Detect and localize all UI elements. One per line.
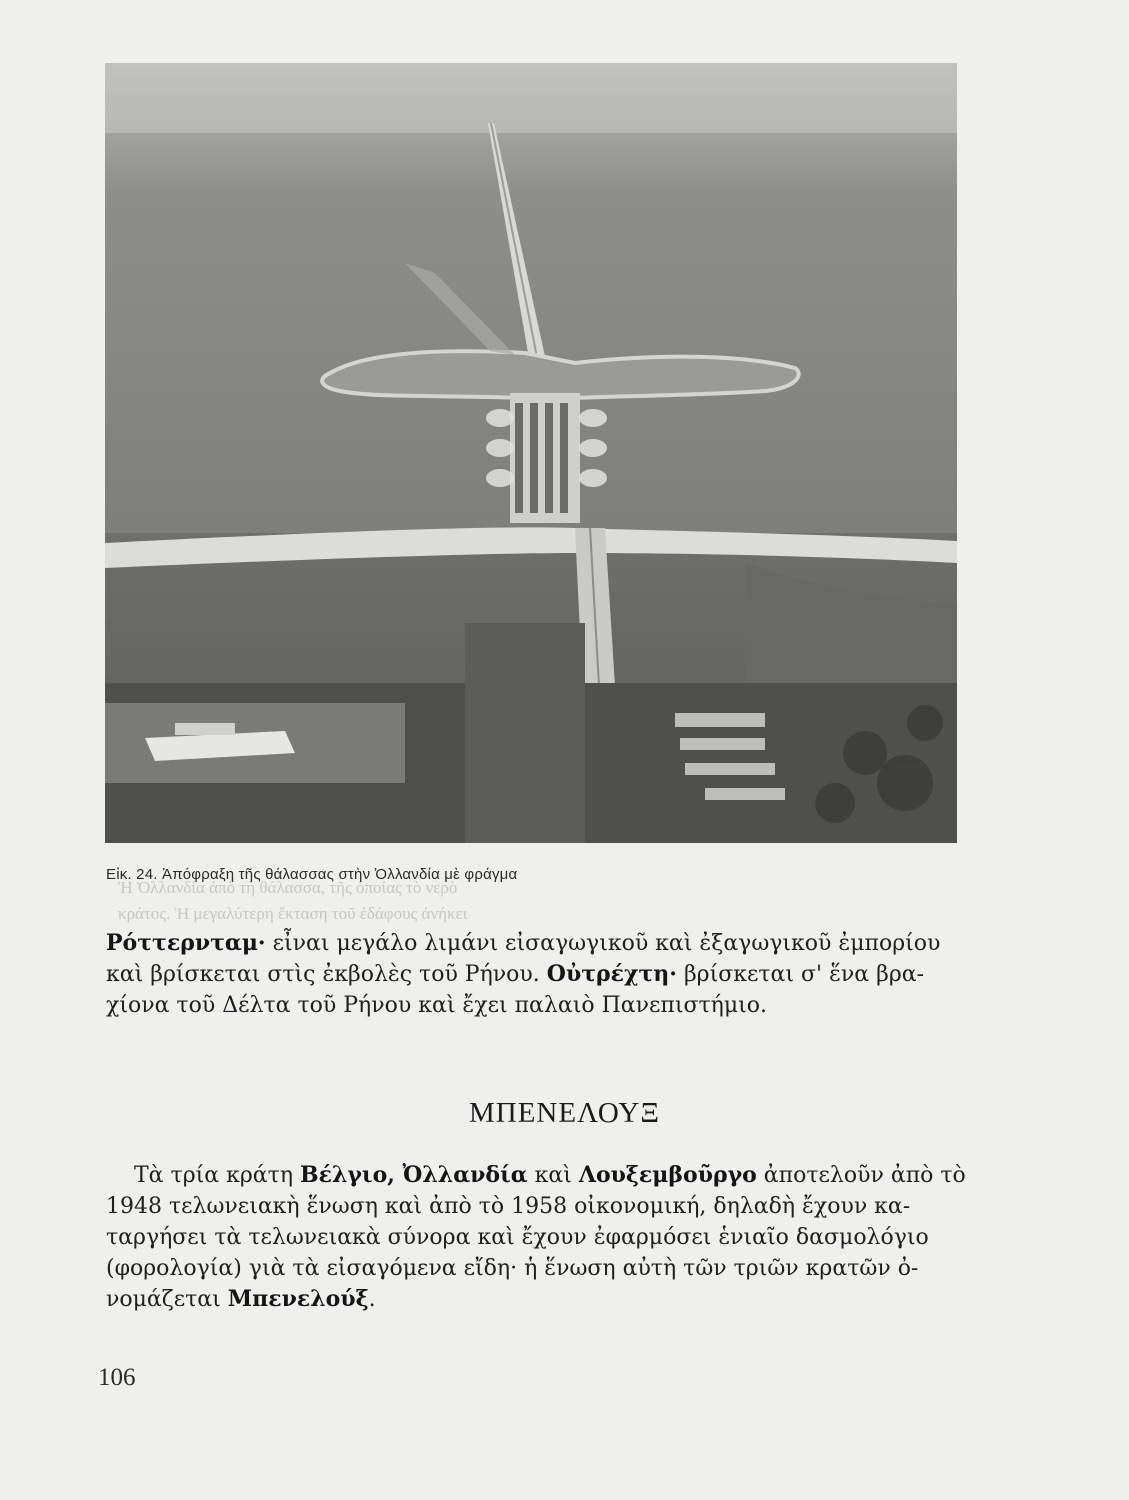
text-run: Τὰ τρία κράτη — [134, 1163, 300, 1188]
dam-illustration — [105, 63, 957, 843]
page-number: 106 — [98, 1364, 136, 1391]
paragraph-rotterdam-utrecht — [106, 928, 978, 1021]
text-run: καὶ βρίσκεται στὶς ἐκβολὲς τοῦ Ρήνου. — [106, 962, 547, 987]
text-run: (φορολογία) γιὰ τὰ εἰσαγόμενα εἴδη· ἡ ἕνωση αὐτὴ τῶν τριῶν κρατῶν ὀ- — [106, 1256, 919, 1281]
text-run: νομάζεται — [106, 1287, 228, 1312]
text-run: καὶ — [527, 1163, 579, 1188]
term-rotterdam: Ρόττερνταμ· — [106, 930, 266, 956]
text-run: . — [368, 1287, 376, 1312]
term-benelux: Μπενελούξ — [227, 1286, 369, 1312]
text-run: εἶναι μεγάλο λιμάνι εἰσαγωγικοῦ καὶ ἐξαγωγικοῦ ἐμπορίου — [265, 931, 941, 956]
bleed-through-text: Ἡ Ὀλλανδία ἀπὸ τὴ θάλασσα, τῆς ὁποίας τὸ νερὸ — [118, 878, 458, 897]
section-heading-benelux: ΜΠΕΝΕΛΟΥΞ — [468, 1097, 661, 1129]
text-run: βρίσκεται σ' ἕνα βρα- — [676, 962, 925, 987]
aerial-dam-photo — [105, 63, 957, 843]
text-run: ἀποτελοῦν ἀπὸ τὸ — [756, 1163, 966, 1188]
text-run: χίονα τοῦ Δέλτα τοῦ Ρήνου καὶ ἔχει παλαιὸ Πανεπιστήμιο. — [106, 993, 767, 1018]
figure-caption: Εἰκ. 24. Ἀπόφραξη τῆς θάλασσας στὴν Ὀλλανδία μὲ φράγμα — [106, 866, 518, 883]
term-utrecht: Οὐτρέχτη· — [546, 961, 677, 987]
bleed-through-text: κράτος. Ἡ μεγαλύτερη ἔκταση τοῦ ἐδάφους ἀνήκει — [118, 904, 468, 923]
paragraph-benelux — [106, 1160, 978, 1315]
text-run: ταργήσει τὰ τελωνειακὰ σύνορα καὶ ἔχουν ἐφαρμόσει ἑνιαῖο δασμολόγιο — [106, 1225, 929, 1250]
term-belgium-netherlands: Βέλγιο, Ὀλλανδία — [300, 1162, 528, 1188]
term-luxembourg: Λουξεμβοῦργο — [578, 1162, 757, 1188]
text-run: 1948 τελωνειακὴ ἕνωση καὶ ἀπὸ τὸ 1958 οἰκονομική, δηλαδὴ ἔχουν κα- — [106, 1194, 911, 1219]
